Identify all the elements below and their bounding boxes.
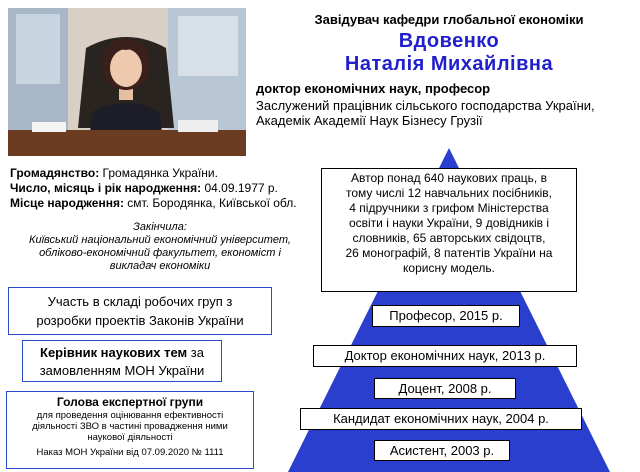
position-title: Завідувач кафедри глобальної економіки <box>314 12 584 27</box>
academic-degree: доктор економічних наук, професор <box>256 81 491 96</box>
expert-group-desc: наукової діяльності <box>87 432 173 443</box>
publications-line: тому числі 12 навчальних посібників, <box>345 186 553 200</box>
rank-assistant: Асистент, 2003 р. <box>374 440 510 461</box>
research-line-2: замовленням МОН України <box>39 363 205 378</box>
publications-line: Автор понад 640 наукових праць, в <box>351 171 547 185</box>
expert-group-title: Голова експертної групи <box>56 395 204 409</box>
expert-group-desc: для проведення оцінювання ефективності <box>36 410 224 421</box>
education-line: обліково-економічний факультет, економіст і <box>39 247 281 259</box>
publications-line: корисну модель. <box>403 261 495 275</box>
birthdate-label: Число, місяць і рік народження: <box>10 181 202 195</box>
expert-group-order: Наказ МОН України від 07.09.2020 № 1111 <box>36 447 224 458</box>
publications-line: освіти і науки України, 9 довідників і <box>348 216 550 230</box>
given-names: Наталія Михайлівна <box>344 53 554 75</box>
surname: Вдовенко <box>398 30 500 52</box>
rank-candidate-of-science: Кандидат економічних наук, 2004 р. <box>300 408 582 430</box>
publications-line: 4 підручники з грифом Міністерства <box>349 201 549 215</box>
rank-doctor-of-science: Доктор економічних наук, 2013 р. <box>313 345 577 367</box>
education-heading: Закінчила: <box>133 221 187 233</box>
rank-professor: Професор, 2015 р. <box>372 305 520 327</box>
research-bold: Керівник наукових тем <box>40 345 188 360</box>
publications-box <box>321 168 577 292</box>
birthplace-label: Місце народження: <box>10 196 124 210</box>
education-line: викладач економіки <box>109 260 211 272</box>
working-groups-line: розробки проектів Законів України <box>36 313 244 328</box>
research-rest: за <box>187 345 204 360</box>
honor-title-2: Академік Академії Наук Бізнесу Грузії <box>256 113 483 128</box>
birthplace-value: смт. Бородянка, Київської обл. <box>123 196 297 210</box>
publications-line: словників, 65 авторських свідоцтв, <box>352 231 546 245</box>
citizenship-value: Громадянка України. <box>99 166 218 180</box>
expert-group-desc: діяльності ЗВО в частині провадження ними <box>32 421 228 432</box>
honor-title-1: Заслужений працівник сільського господарства України, <box>256 98 595 113</box>
birthdate-value: 04.09.1977 р. <box>201 181 278 195</box>
working-groups-line: Участь в складі робочих груп з <box>47 294 233 309</box>
publications-line: 26 монографій, 8 патентів України на <box>345 246 553 260</box>
education-line: Київський національний економічний університет, <box>29 234 291 246</box>
citizenship-label: Громадянство: <box>10 166 100 180</box>
rank-associate-professor: Доцент, 2008 р. <box>374 378 516 399</box>
